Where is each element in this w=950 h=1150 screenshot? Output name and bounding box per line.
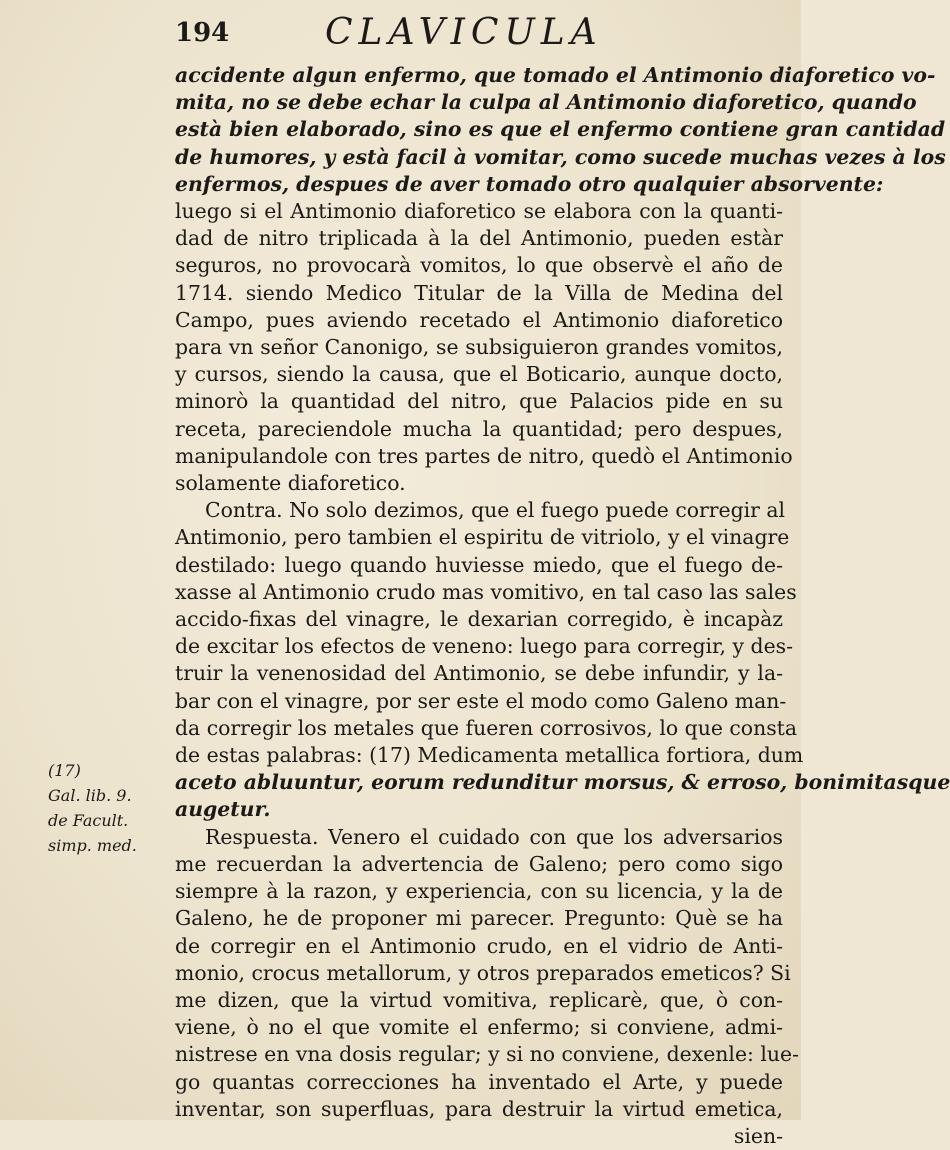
text-line: receta, pareciendole mucha la quantidad; pero despues,: [175, 416, 783, 441]
text-line: inventar, son superfluas, para destruir la virtud emetica,: [175, 1096, 783, 1121]
margin-note: [48, 758, 168, 858]
text-line: minorò la quantidad del nitro, que Palacios pide en su: [175, 389, 783, 414]
text-line: sien-: [733, 1123, 783, 1148]
text-line: enfermos, despues de aver tomado otro qualquier absorvente:: [175, 171, 884, 196]
running-title: CLAVICULA: [325, 12, 603, 53]
text-line: Galeno, he de proponer mi parecer. Pregunto: Què se ha: [175, 906, 783, 931]
margin-note-line: de Facult.: [48, 811, 129, 830]
text-line: 1714. siendo Medico Titular de la Villa de Medina del: [175, 280, 783, 305]
text-line: Respuesta. Venero el cuidado con que los adversarios: [205, 824, 783, 849]
text-line: para vn señor Canonigo, se subsiguieron grandes vomitos,: [175, 335, 783, 360]
margin-note-line: Gal. lib. 9.: [48, 786, 132, 805]
text-line: me dizen, que la virtud vomitiva, replicarè, que, ò con-: [175, 987, 783, 1012]
text-line: Campo, pues aviendo recetado el Antimonio diaforetico: [175, 307, 783, 332]
text-line: de humores, y està facil à vomitar, como sucede muchas vezes à los: [175, 144, 946, 169]
text-line: manipulandole con tres partes de nitro, quedò el Antimonio: [175, 443, 793, 468]
text-line: està bien elaborado, sino es que el enfermo contiene gran cantidad: [175, 117, 946, 142]
text-line: nistrese en vna dosis regular; y si no conviene, dexenle: lue-: [175, 1042, 799, 1067]
text-line: siempre à la razon, y experiencia, con su licencia, y la de: [175, 879, 783, 904]
body-text: [175, 62, 950, 1150]
text-line: luego si el Antimonio diaforetico se elabora con la quanti-: [175, 199, 783, 224]
text-line: accidente algun enfermo, que tomado el Antimonio diaforetico vo-: [175, 63, 936, 87]
text-line: truir la venenosidad del Antimonio, se debe infundir, y la-: [175, 661, 783, 686]
text-line: go quantas correcciones ha inventado el Arte, y puede: [175, 1069, 783, 1094]
text-line: y cursos, siendo la causa, que el Boticario, aunque docto,: [175, 362, 783, 387]
page-number: 194: [175, 18, 230, 48]
text-line: Contra. No solo dezimos, que el fuego puede corregir al: [205, 498, 786, 523]
text-line: solamente diaforetico.: [175, 471, 406, 496]
text-line: augetur.: [175, 797, 271, 822]
margin-note-line: simp. med.: [48, 836, 137, 855]
text-line: me recuerdan la advertencia de Galeno; pero como sigo: [175, 851, 783, 876]
text-line: de excitar los efectos de veneno: luego para corregir, y des-: [175, 634, 794, 659]
text-line: mita, no se debe echar la culpa al Antimonio diaforetico, quando: [175, 90, 917, 115]
margin-note-line: (17): [48, 761, 81, 780]
text-line: accido-fixas del vinagre, le dexarian corregido, è incapàz: [175, 607, 783, 632]
text-line: monio, crocus metallorum, y otros preparados emeticos? Si: [175, 960, 791, 985]
text-line: Antimonio, pero tambien el espiritu de vitriolo, y el vinagre: [175, 525, 790, 550]
text-line: da corregir los metales que fueren corrosivos, lo que consta: [175, 715, 798, 740]
page-header: [175, 10, 735, 60]
text-line: xasse al Antimonio crudo mas vomitivo, en tal caso las sales: [175, 579, 797, 604]
text-line: de corregir en el Antimonio crudo, en el vidrio de Anti-: [175, 933, 783, 958]
text-line: destilado: luego quando huviesse miedo, que el fuego de-: [175, 552, 783, 577]
text-line: viene, ò no el que vomite el enfermo; si conviene, admi-: [175, 1015, 783, 1040]
text-line: aceto abluuntur, eorum redunditur morsus, & erroso, bonimitasque: [175, 770, 950, 795]
text-line: bar con el vinagre, por ser este el modo como Galeno man-: [175, 688, 787, 713]
text-line: de estas palabras: (17) Medicamenta metallica fortiora, dum: [175, 743, 804, 768]
text-line: seguros, no provocarà vomitos, lo que observè el año de: [175, 253, 783, 278]
text-line: dad de nitro triplicada à la del Antimonio, pueden estàr: [175, 226, 783, 251]
